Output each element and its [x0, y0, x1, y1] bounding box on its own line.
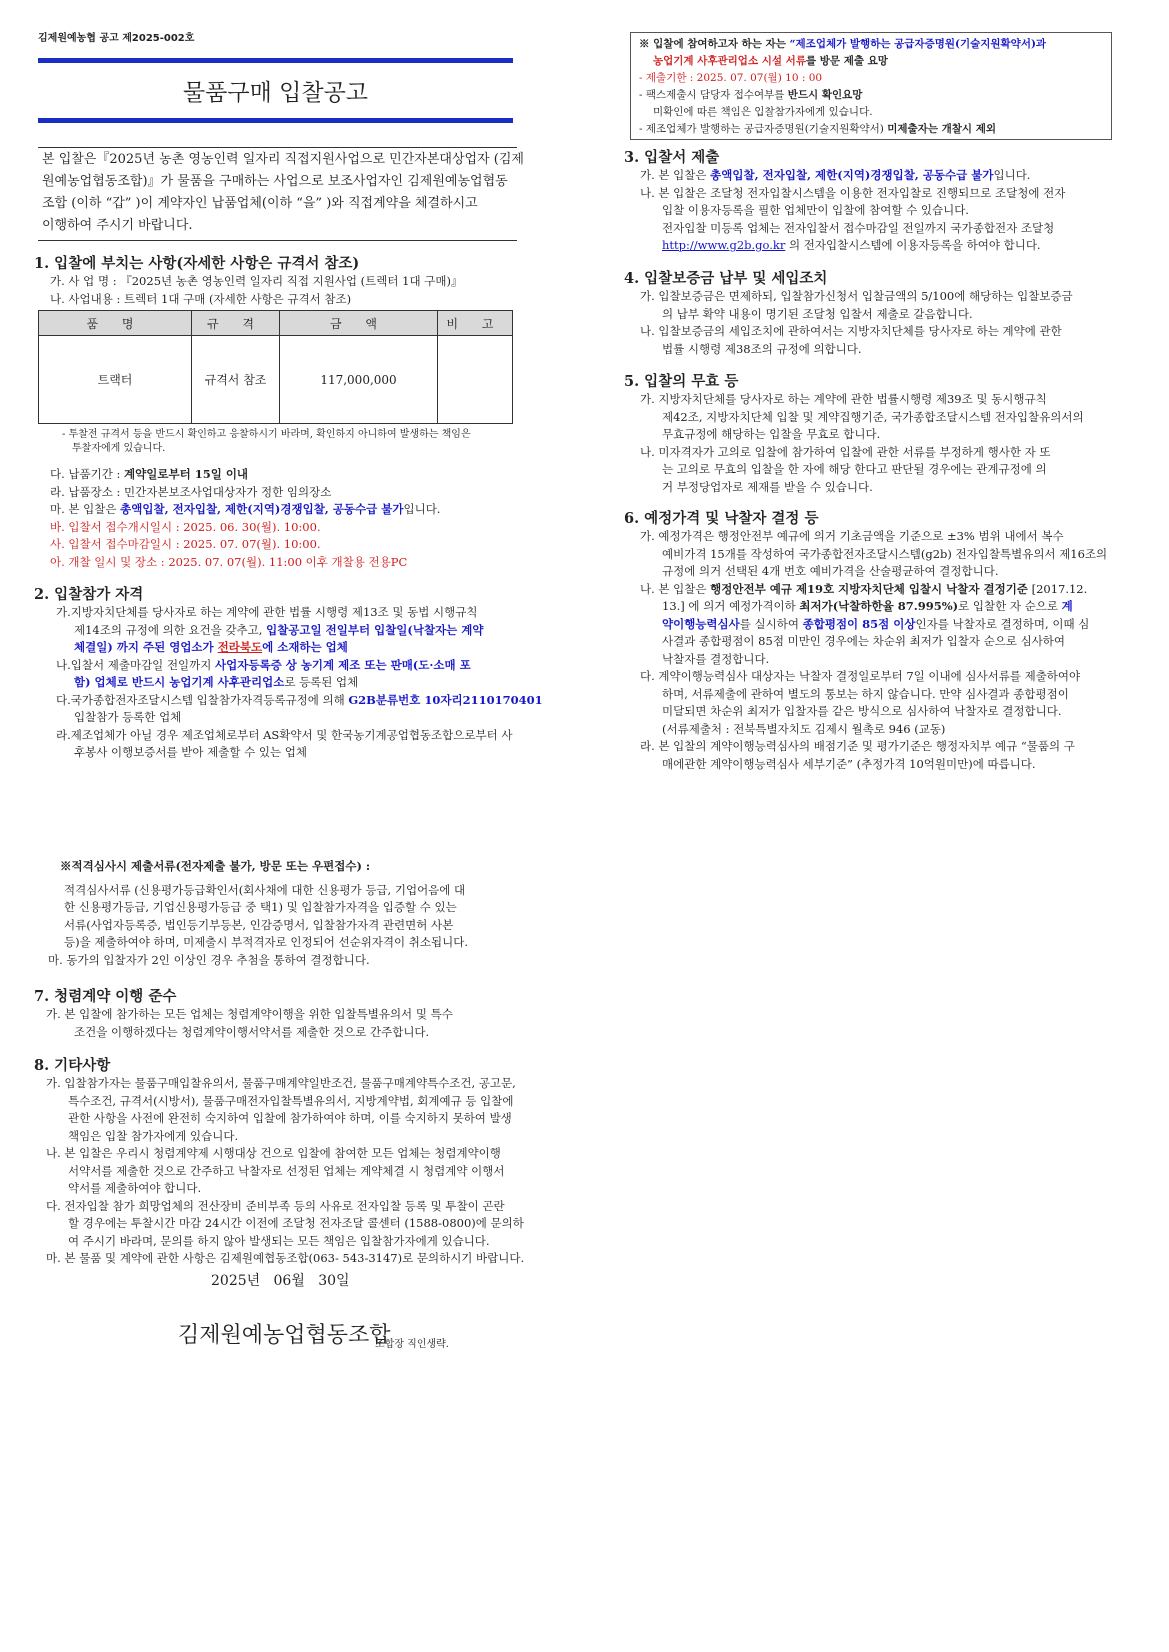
table-note: - 투찰전 규격서 등을 반드시 확인하고 응찰하시기 바라며, 확인하지 아니하여 발생하는 책임은 투찰자에게 있습니다.	[62, 429, 471, 454]
seal-note: 조합장 직인생략.	[375, 1339, 449, 1350]
col-header-spec: 규 격	[192, 311, 280, 336]
section-4-title: 4. 입찰보증금 납부 및 세입조치	[624, 270, 828, 287]
section-5-title: 5. 입찰의 무효 등	[624, 373, 739, 390]
table-row	[39, 336, 513, 424]
document-requirements: ※적격심사시 제출서류(전자제출 불가, 방문 또는 우편접수) : 적격심사서류 (신용평가등급확인서(회사채에 대한 신용평가 등급, 기업어음에 대 한 신용평가등급, 기업신용평가등급 중 택1) 및 입찰참가자격을 입증할 수 있는 서류(사업자등록증, 법인등기부등본, 인감증명서, 입찰참가자격 관련면허 사본 등)을 제출하여야 하며, 미제출시 부적격자로 인정되어 선순위자격이 취소됩니다. 마. 동가의 입찰자가 2인 이상인 경우 추첨을 통하여 결정합니다.	[48, 859, 468, 967]
col-header-amount: 금 액	[280, 311, 438, 336]
section-2: 2. 입찰참가 자격 가.지방자치단체를 당사자로 하는 계약에 관한 법률 시행령 제13조 및 동법 시행규칙 제14조의 규정에 의한 요건을 갖추고, 입찰공고일 전일부터 입찰일(낙찰자는 계약 체결일) 까지 주된 영업소가 전라북도에 소재하는 업체 나.입찰서 제출마감일 전일까지 사업자등록증 상 농기계 제조 또는 판매(도·소매 포 함) 업체로 반드시 농업기계 사후관리업소로 등록된 업체 다.국가종합전자조달시스템 입찰참가자격등록규정에 의해 G2B분류번호 10자리2110170401 입찰참가 등록한 업체 라.제조업체가 아닐 경우 제조업체로부터 AS확약서 및 한국농기계공업협동조합으로부터 사 후봉사 이행보증서를 받아 제출할 수 있는 업체	[34, 583, 543, 762]
section-5: 5. 입찰의 무효 등 가. 지방자치단체를 당사자로 하는 계약에 관한 법률시행령 제39조 및 동시행규칙 제42조, 지방자치단체 입찰 및 계약집행기준, 국가종합조달시스템 전자입찰유의서의 무효규정에 해당하는 입찰을 무효로 합니다. 나. 미자격자가 고의로 입찰에 참가하여 입찰에 관한 서류를 부정하게 행사한 자 또 는 고의로 무효의 입찰을 한 자에 해당 한다고 판단될 경우에는 관계규정에 의 거 부정당업자로 제재를 받을 수 있습니다.	[624, 370, 1084, 496]
section-1-details	[50, 466, 440, 571]
section-1-title: 1. 입찰에 부치는 사항(자세한 사항은 규격서 참조)	[34, 255, 360, 272]
intro-paragraph: 본 입찰은『2025년 농촌 영농인력 일자리 직접지원사업으로 민간자본대상업자 (김제 원예농업협동조합)』가 물품을 구매하는 사업으로 보조사업자인 김제원예농업협동 조합 (이하 “갑” )이 계약자인 납품업체(이하 “을” )와 직접계약을 체결하시고 이행하여 주시기 바랍니다.	[38, 147, 517, 241]
section-3: 3. 입찰서 제출 가. 본 입찰은 총액입찰, 전자입찰, 제한(지역)경쟁입찰, 공동수급 불가입니다. 나. 본 입찰은 조달청 전자입찰시스템을 이용한 전자입찰로 진행되므로 조달청에 전자 입찰 이용자등록을 필한 업체만이 입찰에 참여할 수 있습니다. 전자입찰 미등록 업체는 전자입찰서 접수마감일 전일까지 국가종합전자 조달청 http://www.g2b.go.kr 의 전자입찰시스템에 이용자등록을 하여야 합니다.	[624, 146, 1065, 255]
section-7-title: 7. 청렴계약 이행 준수	[34, 988, 177, 1005]
bid-opening: 아. 개찰 일시 및 장소 : 2025. 07. 07(월). 11:00 이후 개찰용 전용PC	[50, 554, 408, 569]
organization-name: 김제원예농업협동조합	[178, 1323, 391, 1348]
bid-type: 마. 본 입찰은 총액입찰, 전자입찰, 제한(지역)경쟁입찰, 공동수급 불가입니다.	[50, 502, 441, 516]
sec1-business-content: 나. 사업내용 : 트렉터 1대 구매 (자세한 사항은 규격서 참조)	[50, 291, 352, 306]
page-title: 물품구매 입찰공고	[182, 80, 369, 106]
notice-date: 2025년 06월 30일	[211, 1273, 350, 1289]
delivery-period: 다. 납품기간 : 계약일로부터 15일 이내	[50, 467, 249, 481]
cell-item: 트랙터	[39, 336, 192, 424]
title-bar-bottom	[38, 118, 513, 123]
cell-amount: 117,000,000	[280, 336, 438, 424]
title-bar-top	[38, 58, 513, 63]
notice-number: 김제원예농협 공고 제2025-002호	[38, 33, 195, 44]
cell-spec: 규격서 참조	[192, 336, 280, 424]
section-3-title: 3. 입찰서 제출	[624, 149, 720, 166]
col-header-remark: 비 고	[438, 311, 513, 336]
section-8: 8. 기타사항 가. 입찰참가자는 물품구매입찰유의서, 물품구매계약일반조건, 물품구매계약특수조건, 공고문, 특수조건, 규격서(시방서), 물품구매전자입찰특별유의서, 지방계약법, 회계예규 등 입찰에 관한 사항을 사전에 완전히 숙지하여 입찰에 참가하여야 하며, 이를 숙지하지 못하여 발생 책임은 입찰 참가자에게 있습니다. 나. 본 입찰은 우리시 청렴계약제 시행대상 건으로 입찰에 참여한 모든 업체는 청렴계약이행 서약서를 제출한 것으로 간주하고 낙찰자로 선정된 업체는 계약체결 시 청렴계약 이행서 약서를 제출하여야 합니다. 다. 전자입찰 참가 희망업체의 전산장비 준비부족 등의 사유로 전자입찰 등록 및 투찰이 곤란 할 경우에는 투찰시간 마감 24시간 이전에 조달청 전자조달 콜센터 (1588-0800)에 문의하 여 주시기 바라며, 문의를 하지 않아 발생되는 모든 책임은 입찰참가자에게 있습니다. 마. 본 물품 및 계약에 관한 사항은 김제원예협동조합(063- 543-3147)로 문의하시기 바랍니다.	[34, 1054, 524, 1268]
item-table	[38, 310, 513, 424]
section-7: 7. 청렴계약 이행 준수 가. 본 입찰에 참가하는 모든 업체는 청렴계약이행을 위한 입찰특별유의서 및 특수 조건을 이행하겠다는 청렴계약이행서약서를 제출한 것으로 간주합니다.	[34, 985, 453, 1041]
bid-open-date: 바. 입찰서 접수개시일시 : 2025. 06. 30(월). 10:00.	[50, 519, 321, 534]
section-4: 4. 입찰보증금 납부 및 세입조치 가. 입찰보증금은 면제하되, 입찰참가신청서 입찰금액의 5/100에 해당하는 입찰보증금 의 납부 확약 내용이 명기된 조달청 입찰서 제출로 갈음합니다. 나. 입찰보증금의 세입조치에 관하여서는 지방자치단체를 당사자로 하는 계약에 관한 법률 시행령 제38조의 규정에 의합니다.	[624, 267, 1073, 358]
section-2-title: 2. 입찰참가 자격	[34, 586, 144, 603]
col-header-item: 품 명	[39, 311, 192, 336]
bid-close-date: 사. 입찰서 접수마감일시 : 2025. 07. 07(월). 10:00.	[50, 537, 321, 551]
g2b-link[interactable]: http://www.g2b.go.kr	[662, 238, 786, 252]
section-6-title: 6. 예정가격 및 낙찰자 결정 등	[624, 510, 819, 527]
sec1-business-name: 가. 사 업 명 : 『2025년 농촌 영농인력 일자리 직접 지원사업 (트렉터 1대 구매)』	[50, 274, 463, 288]
doc-req-title: ※적격심사시 제출서류(전자제출 불가, 방문 또는 우편접수) :	[60, 859, 371, 873]
section-1	[34, 252, 462, 308]
cell-remark	[438, 336, 513, 424]
section-8-title: 8. 기타사항	[34, 1057, 111, 1074]
section-6: 6. 예정가격 및 낙찰자 결정 등 가. 예정가격은 행정안전부 예규에 의거 기초금액을 기준으로 ±3% 범위 내에서 복수 예비가격 15개를 작성하여 국가종합전자조달시스템(g2b) 전자입찰특별유의서 제16조의 규정에 의거 선택된 4개 번호 예비가격을 산술평균하여 결정합니다. 나. 본 입찰은 행정안전부 예규 제19호 지방자치단체 입찰시 낙찰자 결정기준 [2017.12. 13.] 에 의거 예정가격이하 최저가(낙찰하한율 87.995%)로 입찰한 자 순으로 계 약이행능력심사를 실시하여 종합평점이 85점 이상인자를 낙찰자로 결정하며, 이때 심 사결과 종합평점이 85점 미만인 경우에는 차순위 최저가 입찰자 순으로 심사하여 낙찰자를 결정합니다. 다. 계약이행능력심사 대상자는 낙찰자 결정일로부터 7일 이내에 심사서류를 제출하여야 하며, 서류제출에 관하여 별도의 통보는 하지 않습니다. 만약 심사결과 종합평점이 미달되면 차순위 최저가 입찰자를 같은 방식으로 심사하여 낙찰자로 결정합니다. (서류제출처 : 전북특별자치도 김제시 월촉로 946 (교동) 라. 본 입찰의 계약이행능력심사의 배점기준 및 평가기준은 행정자치부 예규 “물품의 구 매에관한 계약이행능력심사 세부기준” (추정가격 10억원미만)에 따릅니다.	[624, 507, 1107, 773]
submission-notice-box: ※ 입찰에 참여하고자 하는 자는 “제조업체가 발행하는 공급자증명원(기술지원확약서)과 농업기계 사후관리업소 시설 서류를 방문 제출 요망 - 제출기한 : 2025. 07. 07(월) 10 : 00 - 팩스제출시 담당자 접수여부를 반드시 확인요망 미확인에 따른 책임은 입찰참가자에게 있습니다. - 제조업체가 발행하는 공급자증명원(기술지원확약서) 미제출자는 개찰시 제외	[630, 32, 1112, 140]
delivery-place: 라. 납품장소 : 민간자본보조사업대상자가 정한 임의장소	[50, 484, 332, 499]
